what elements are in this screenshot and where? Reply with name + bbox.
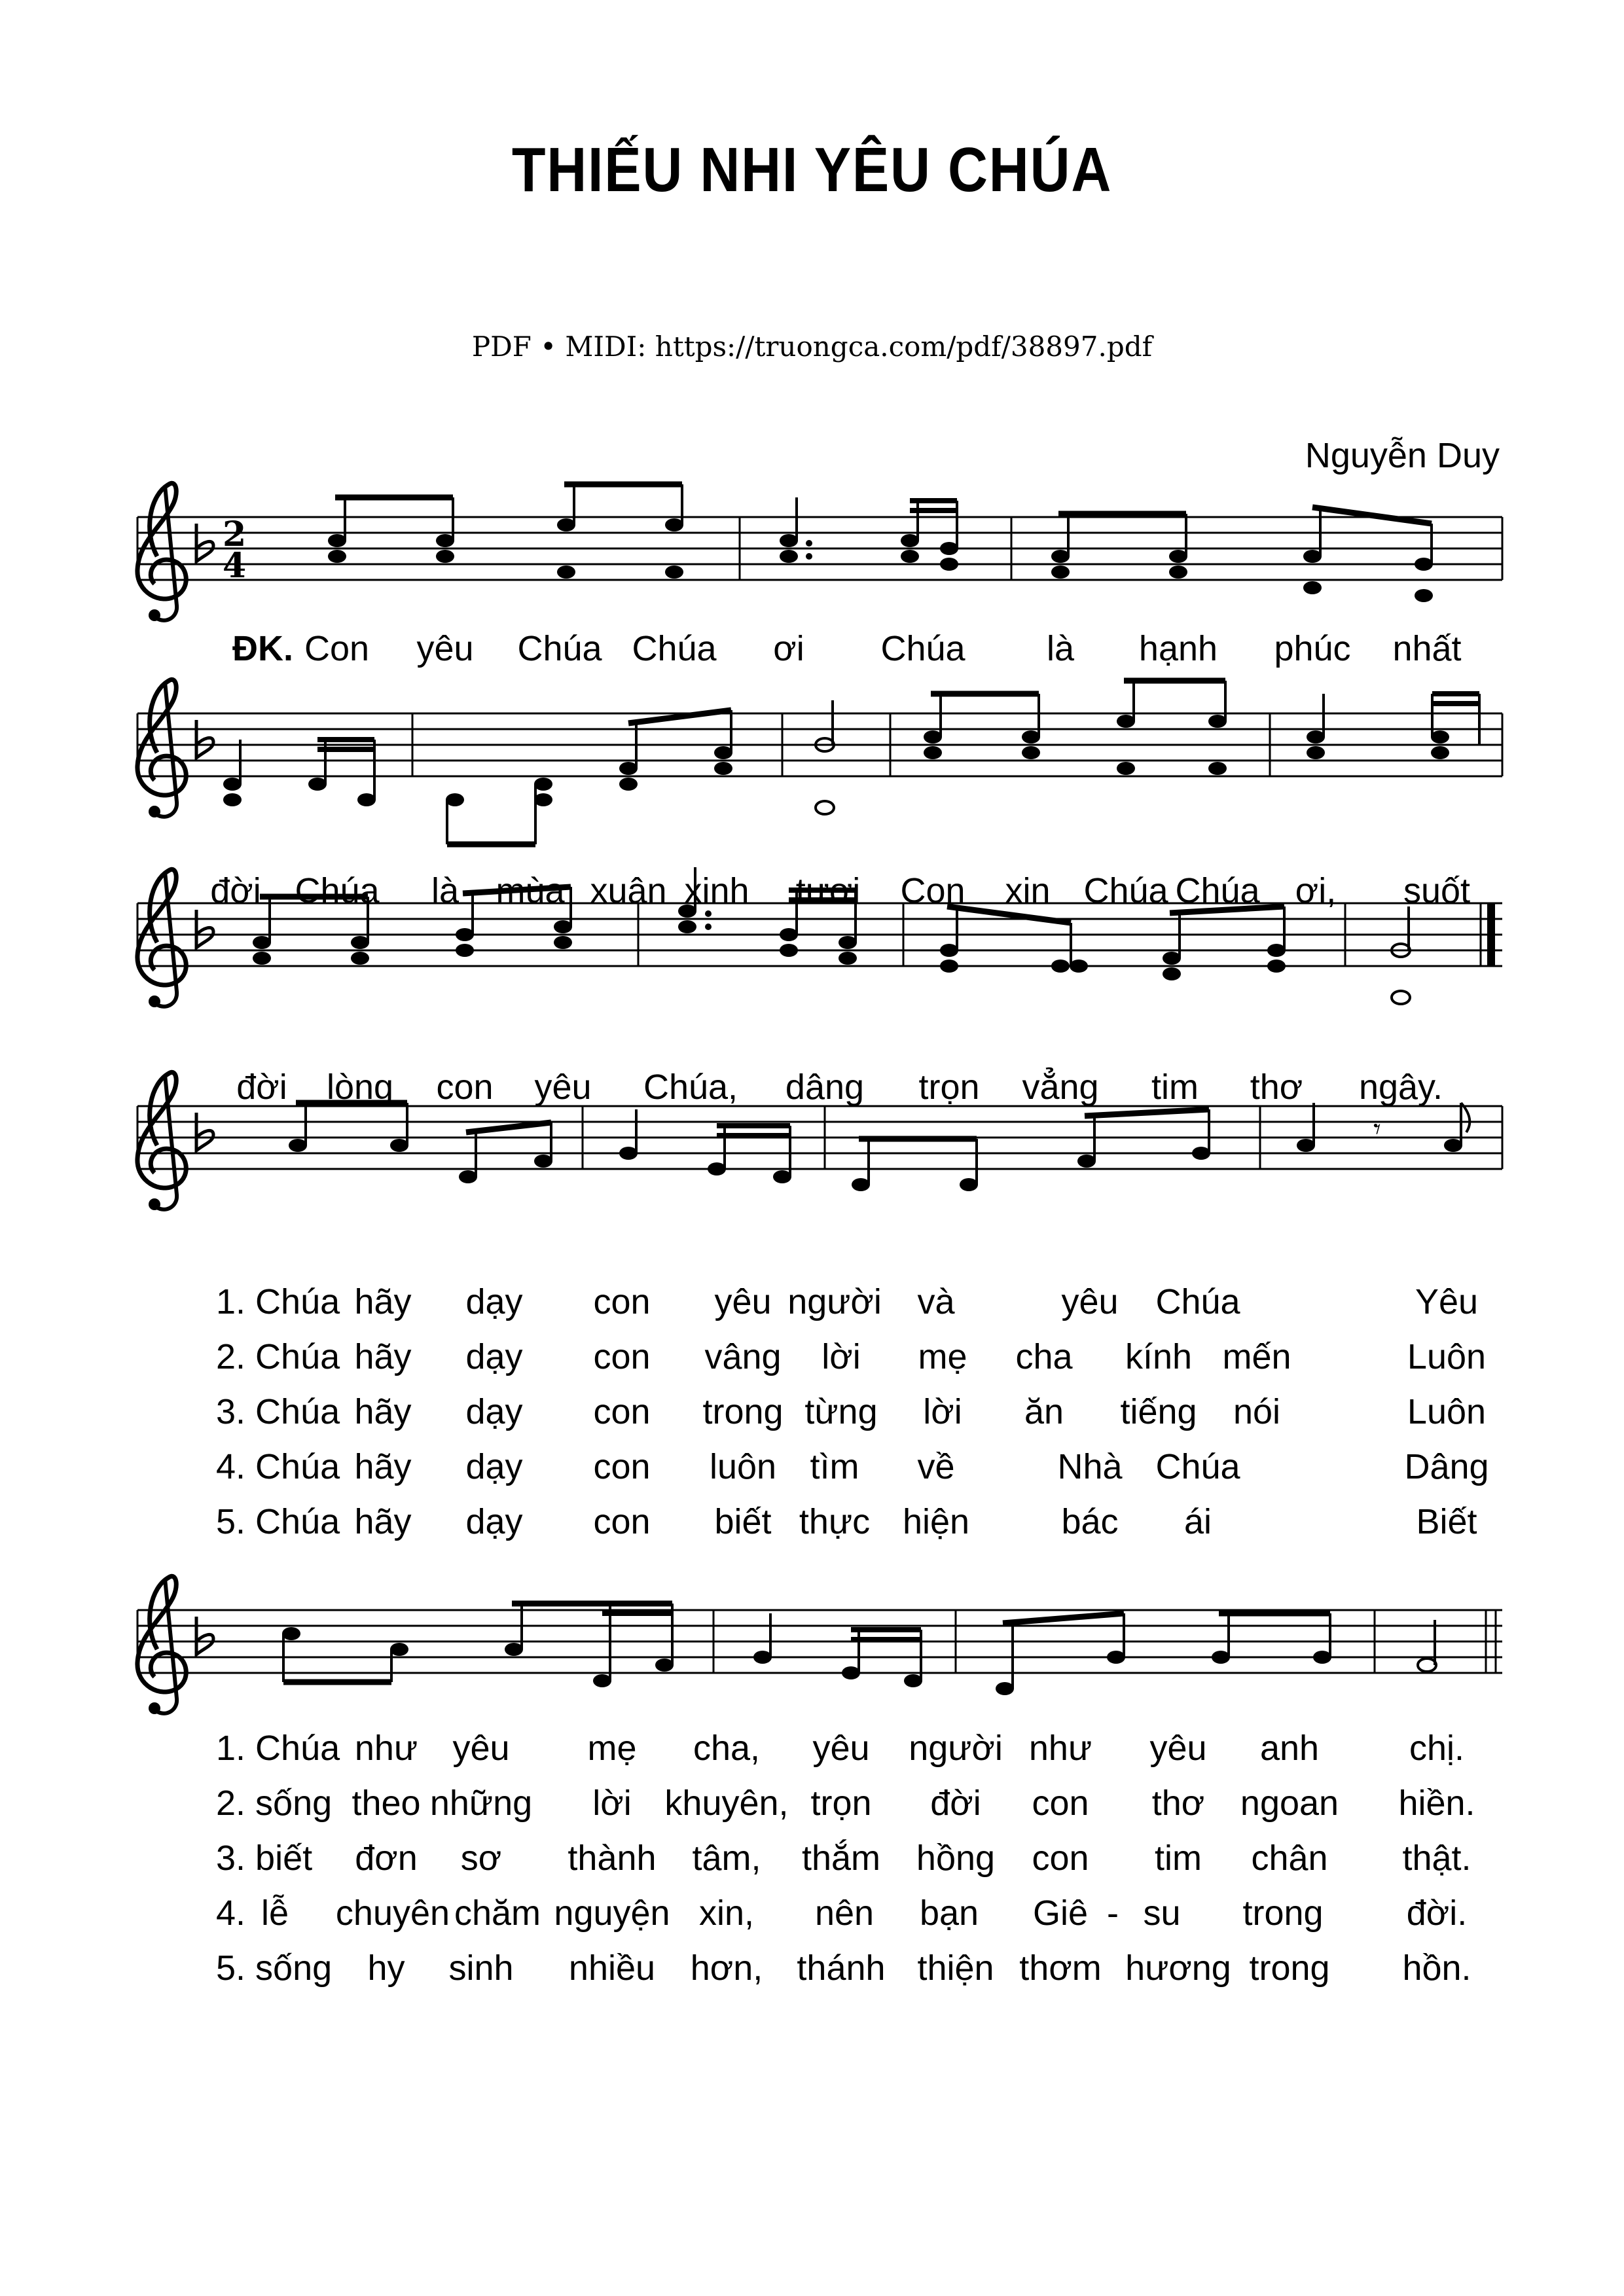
lyric-syllable: con xyxy=(593,1502,651,1541)
lyric-syllable: ngây. xyxy=(1358,1067,1443,1107)
lyric-syllable: theo xyxy=(352,1784,421,1823)
lyric-syllable: bạn xyxy=(919,1893,979,1933)
lower-verse-2 xyxy=(0,1783,1624,1829)
lyric-syllable: luôn xyxy=(709,1447,777,1486)
lyric-syllable: hồn. xyxy=(1402,1948,1471,1988)
lyric-syllable: đời xyxy=(236,1067,287,1107)
source-link[interactable]: PDF • MIDI: https://truongca.com/pdf/38897.pdf xyxy=(471,331,1153,363)
lyric-syllable: Chúa xyxy=(632,629,717,668)
lyric-syllable: con xyxy=(1032,1784,1089,1823)
lyric-syllable: và xyxy=(917,1282,955,1321)
lyric-syllable: yêu xyxy=(452,1729,510,1768)
lyric-syllable: thiện xyxy=(917,1948,994,1988)
lyric-syllable: đời xyxy=(930,1784,981,1823)
lyric-syllable: thật. xyxy=(1402,1839,1471,1878)
lyric-syllable: su xyxy=(1143,1893,1181,1933)
lyric-syllable: yêu xyxy=(812,1729,870,1768)
lyric-syllable: lời xyxy=(821,1337,861,1376)
lyric-syllable: yêu xyxy=(534,1067,592,1107)
lyric-syllable: con xyxy=(593,1447,651,1486)
lyric-syllable: thực xyxy=(799,1502,871,1541)
lyric-syllable: xinh xyxy=(684,871,749,910)
lyric-syllable: Chúa xyxy=(517,629,602,668)
lyric-syllable: lời xyxy=(923,1392,962,1431)
staff-system-5 xyxy=(137,1576,1502,1714)
lyric-syllable: tâm, xyxy=(692,1839,761,1878)
lyric-syllable: phúc xyxy=(1274,629,1351,668)
lyric-syllable: tìm xyxy=(810,1447,859,1486)
lyric-syllable: nhiều xyxy=(568,1948,656,1988)
lower-verse-4 xyxy=(0,1893,1624,1939)
lyric-syllable: trọn xyxy=(918,1067,980,1107)
lyric-syllable: Giê xyxy=(1032,1893,1089,1933)
lyric-syllable: 4. xyxy=(216,1893,246,1933)
lyric-syllable: Biết xyxy=(1416,1502,1477,1541)
composer: Nguyễn Duy xyxy=(1305,436,1500,475)
lyric-syllable: đơn xyxy=(355,1839,418,1878)
lower-verse-5 xyxy=(0,1948,1624,1994)
lyric-syllable: thơ xyxy=(1250,1067,1303,1107)
lyric-syllable: dạy xyxy=(465,1502,523,1541)
lyric-syllable: Luôn xyxy=(1407,1392,1487,1431)
lyric-syllable: trong xyxy=(702,1392,784,1431)
lyric-syllable: ngoan xyxy=(1240,1784,1339,1823)
lyric-syllable: thành xyxy=(568,1839,657,1878)
lyric-syllable: là xyxy=(431,871,460,910)
lyric-syllable: hơn, xyxy=(690,1948,763,1988)
lyric-syllable: Chúa xyxy=(1155,1282,1240,1321)
lyric-syllable: Chúa xyxy=(1083,871,1168,910)
lyric-syllable: 5. Chúa xyxy=(216,1502,340,1541)
lyric-syllable: trong xyxy=(1249,1948,1330,1988)
lyric-syllable: cha xyxy=(1015,1337,1073,1376)
upper-verse-5 xyxy=(0,1501,1624,1547)
lyric-syllable: 2. Chúa xyxy=(216,1337,340,1376)
lyric-syllable: lời xyxy=(592,1784,632,1823)
upper-verse-4 xyxy=(0,1446,1624,1492)
lyric-syllable: mẹ xyxy=(918,1337,967,1376)
lyric-syllable: Chúa xyxy=(880,629,965,668)
song-title: THIẾU NHI YÊU CHÚA xyxy=(511,135,1113,205)
lyric-syllable: hồng xyxy=(916,1839,996,1878)
lyric-syllable: con xyxy=(593,1392,651,1431)
lyric-syllable: tiếng xyxy=(1120,1392,1197,1431)
lyric-syllable: - xyxy=(1107,1893,1119,1933)
lyric-syllable: chuyên xyxy=(335,1893,450,1933)
lyric-syllable: Con xyxy=(900,871,965,910)
lyric-syllable: chân xyxy=(1251,1839,1328,1878)
lyric-syllable: tim xyxy=(1151,1067,1199,1107)
lyric-syllable: hãy xyxy=(354,1282,412,1321)
lyric-syllable: 1. Chúa xyxy=(216,1729,340,1768)
lyric-syllable: con xyxy=(593,1337,651,1376)
lyric-syllable: hạnh xyxy=(1138,629,1218,668)
lyric-syllable: tươi xyxy=(795,871,861,910)
lyric-syllable: con xyxy=(1032,1839,1089,1878)
lyric-syllable: suốt xyxy=(1403,871,1471,910)
lyric-syllable: dâng xyxy=(785,1067,865,1107)
lyric-syllable: hãy xyxy=(354,1447,412,1486)
lyric-syllable: hiện xyxy=(902,1502,970,1541)
lyric-syllable: kính xyxy=(1125,1337,1193,1376)
lyric-syllable: 2. sống xyxy=(216,1784,333,1823)
lyric-syllable: như xyxy=(1028,1729,1092,1768)
lyric-syllable: hy xyxy=(367,1948,405,1988)
lyric-syllable: xin xyxy=(1005,871,1051,910)
lyric-syllable: Chúa xyxy=(1175,871,1260,910)
svg-text:2: 2 xyxy=(223,514,247,554)
lyric-syllable: Luôn xyxy=(1407,1337,1487,1376)
lyric-syllable: thánh xyxy=(797,1948,886,1988)
lyric-syllable: người xyxy=(909,1729,1003,1768)
upper-verse-3 xyxy=(0,1391,1624,1437)
lyric-syllable: thơ xyxy=(1151,1784,1205,1823)
lyric-syllable: khuyên, xyxy=(664,1784,789,1823)
refrain-label: ĐK. xyxy=(232,629,293,668)
lyric-syllable: Yêu xyxy=(1415,1282,1479,1321)
lyric-syllable: dạy xyxy=(465,1337,523,1376)
lyric-syllable: nói xyxy=(1233,1392,1281,1431)
lyric-syllable: anh xyxy=(1259,1729,1320,1768)
lyric-syllable: 3. Chúa xyxy=(216,1392,340,1431)
lyric-syllable: con xyxy=(593,1282,651,1321)
lyric-syllable: biết xyxy=(714,1502,772,1541)
lyric-syllable: mùa xyxy=(496,871,565,910)
lyric-syllable: trọn xyxy=(810,1784,872,1823)
lyric-syllable: mẹ xyxy=(587,1729,637,1768)
lyric-syllable: bác xyxy=(1061,1502,1119,1541)
lyric-syllable: Chúa xyxy=(1155,1447,1240,1486)
lyric-syllable: những xyxy=(429,1784,533,1823)
lyric-syllable: sơ xyxy=(460,1839,502,1878)
lyric-syllable: Dâng xyxy=(1404,1447,1489,1486)
lyric-syllable: yêu xyxy=(1149,1729,1207,1768)
lyric-syllable: ái xyxy=(1183,1502,1212,1541)
lyric-syllable: dạy xyxy=(465,1282,523,1321)
lyric-syllable: chị. xyxy=(1409,1729,1465,1768)
lyric-syllable: chăm xyxy=(454,1893,541,1933)
staff-system-1 xyxy=(137,483,1502,621)
lyric-syllable: hương xyxy=(1125,1948,1231,1988)
lyric-syllable: vẳng xyxy=(1022,1067,1099,1107)
lyric-syllable: như xyxy=(354,1729,418,1768)
lower-verse-1 xyxy=(0,1728,1624,1774)
lyric-syllable: nguyện xyxy=(554,1893,670,1933)
lyric-syllable: 4. Chúa xyxy=(216,1447,340,1486)
lyric-syllable: Con xyxy=(304,629,370,668)
lyric-syllable: người xyxy=(787,1282,882,1321)
lyric-syllable: 3. biết xyxy=(216,1839,313,1878)
lyric-syllable: Chúa xyxy=(295,871,380,910)
lyric-syllable: ăn xyxy=(1024,1392,1064,1431)
lyric-syllable: dạy xyxy=(465,1392,523,1431)
refrain-line-3 xyxy=(0,1067,1624,1113)
upper-verse-2 xyxy=(0,1336,1624,1382)
lyric-syllable: cha, xyxy=(693,1729,761,1768)
lyric-syllable: đời. xyxy=(1406,1893,1468,1933)
lyric-syllable: trong xyxy=(1242,1893,1324,1933)
lyric-syllable: sinh xyxy=(448,1948,514,1988)
lyric-syllable: mến xyxy=(1222,1337,1291,1376)
refrain-line-1 xyxy=(0,628,1624,674)
lyric-syllable: Nhà xyxy=(1057,1447,1123,1486)
lyric-syllable: lòng xyxy=(326,1067,394,1107)
lyric-syllable: hãy xyxy=(354,1337,412,1376)
lyric-syllable: ơi, xyxy=(1295,871,1337,910)
lyric-syllable: nhất xyxy=(1392,629,1462,668)
lyric-syllable: về xyxy=(917,1447,955,1486)
lyric-syllable: vâng xyxy=(704,1337,782,1376)
lyric-syllable: yêu xyxy=(714,1282,772,1321)
lyric-syllable: lễ xyxy=(261,1893,289,1933)
lower-verse-3 xyxy=(0,1838,1624,1884)
lyric-syllable: ơi xyxy=(773,629,804,668)
lyric-syllable: Chúa, xyxy=(643,1067,738,1107)
lyric-syllable: con xyxy=(436,1067,494,1107)
refrain-line-2 xyxy=(0,870,1624,916)
lyric-syllable: hãy xyxy=(354,1502,412,1541)
svg-text:4: 4 xyxy=(223,546,247,586)
staff-system-2 xyxy=(137,679,1502,844)
lyric-syllable: 1. Chúa xyxy=(216,1282,340,1321)
svg-text:𝄾: 𝄾 xyxy=(1373,1113,1381,1146)
lyric-syllable: đời xyxy=(210,871,261,910)
lyric-syllable: nên xyxy=(814,1893,875,1933)
lyric-syllable: yêu xyxy=(1061,1282,1119,1321)
lyric-syllable: hãy xyxy=(354,1392,412,1431)
lyric-syllable: thơm xyxy=(1019,1948,1102,1988)
lyric-syllable: thắm xyxy=(801,1839,881,1878)
lyric-syllable: 5. sống xyxy=(216,1948,333,1988)
lyric-syllable: hiền. xyxy=(1398,1784,1475,1823)
lyric-syllable: là xyxy=(1046,629,1075,668)
lyric-syllable: xin, xyxy=(698,1893,755,1933)
lyric-syllable: xuân xyxy=(590,871,667,910)
upper-verse-1 xyxy=(0,1282,1624,1327)
lyric-syllable: tim xyxy=(1155,1839,1202,1878)
lyric-syllable: yêu xyxy=(416,629,474,668)
lyric-syllable: từng xyxy=(804,1392,878,1431)
lyric-syllable: dạy xyxy=(465,1447,523,1486)
